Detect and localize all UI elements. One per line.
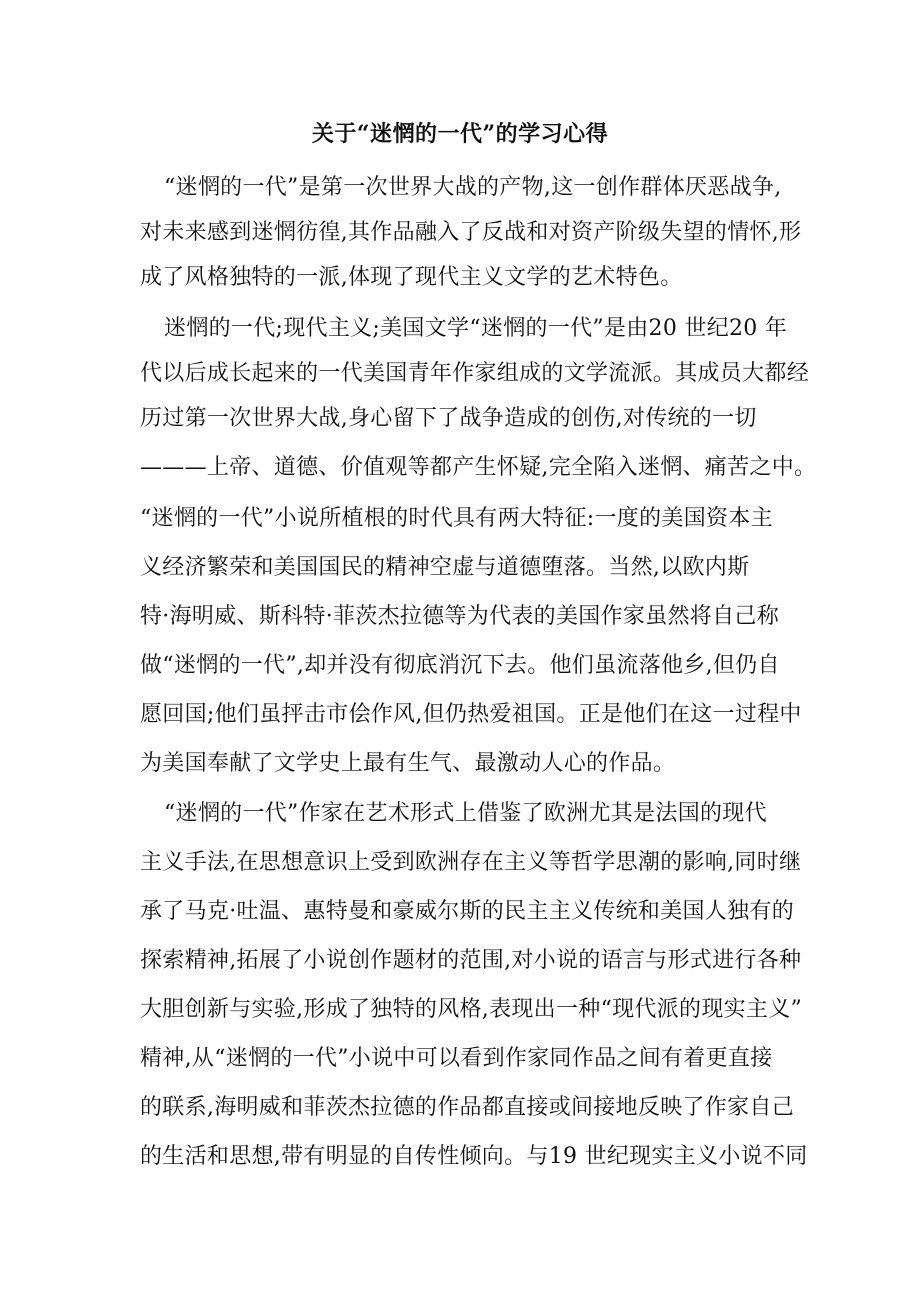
paragraph-2-line-10: 为美国奉献了文学史上最有生气、最激动人心的作品。 [140,751,676,776]
document-title: 关于“迷惘的一代”的学习心得 [311,121,609,147]
paragraph-3-line-6: 精神,从“迷惘的一代”小说中可以看到作家同作品之间有着更直接 [140,1046,773,1071]
paragraph-3-line-8: 的生活和思想,带有明显的自传性倾向。与19 世纪现实主义小说不同 [140,1144,808,1169]
paragraph-3-line-2: 主义手法,在思想意识上受到欧洲存在主义等哲学思潮的影响,同时继 [140,850,802,875]
paragraph-2-line-1: 迷惘的一代;现代主义;美国文学“迷惘的一代”是由20 世纪20 年 [164,316,788,341]
paragraph-3-line-7: 的联系,海明威和菲茨杰拉德的作品都直接或间接地反映了作家自己 [140,1095,794,1120]
paragraph-1-line-2: 对未来感到迷惘彷徨,其作品融入了反战和对资产阶级失望的情怀,形 [140,220,802,245]
paragraph-2-line-5: “迷惘的一代”小说所植根的时代具有两大特征:一度的美国资本主 [140,506,773,531]
paragraph-1-line-3: 成了风格独特的一派,体现了现代主义文学的艺术特色。 [140,265,683,290]
paragraph-2-line-8: 做“迷惘的一代”,却并没有彻底消沉下去。他们虽流落他乡,但仍自 [140,653,780,678]
paragraph-2-line-4: ———上帝、道德、价值观等都产生怀疑,完全陷入迷惘、痛苦之中。 [140,455,817,480]
paragraph-3-line-3: 承了马克·吐温、惠特曼和豪威尔斯的民主主义传统和美国人独有的 [140,899,794,924]
paragraph-2-line-3: 历过第一次世界大战,身心留下了战争造成的创伤,对传统的一切 [140,406,757,431]
paragraph-2-line-6: 义经济繁荣和美国国民的精神空虚与道德堕落。当然,以欧内斯 [140,555,750,580]
paragraph-2-line-2: 代以后成长起来的一代美国青年作家组成的文学流派。其成员大都经 [140,361,810,386]
paragraph-3-line-5: 大胆创新与实验,形成了独特的风格,表现出一种“现代派的现实主义” [140,997,803,1022]
paragraph-3-line-1: “迷惘的一代”作家在艺术形式上借鉴了欧洲尤其是法国的现代 [164,801,767,826]
paragraph-1-line-1: “迷惘的一代”是第一次世界大战的产物,这一创作群体厌恶战争, [164,175,782,200]
paragraph-3-line-4: 探索精神,拓展了小说创作题材的范围,对小说的语言与形式进行各种 [140,948,802,973]
paragraph-2-line-7: 特·海明威、斯科特·菲茨杰拉德等为代表的美国作家虽然将自己称 [140,604,779,629]
paragraph-2-line-9: 愿回国;他们虽抨击市侩作风,但仍热爱祖国。正是他们在这一过程中 [140,702,802,727]
